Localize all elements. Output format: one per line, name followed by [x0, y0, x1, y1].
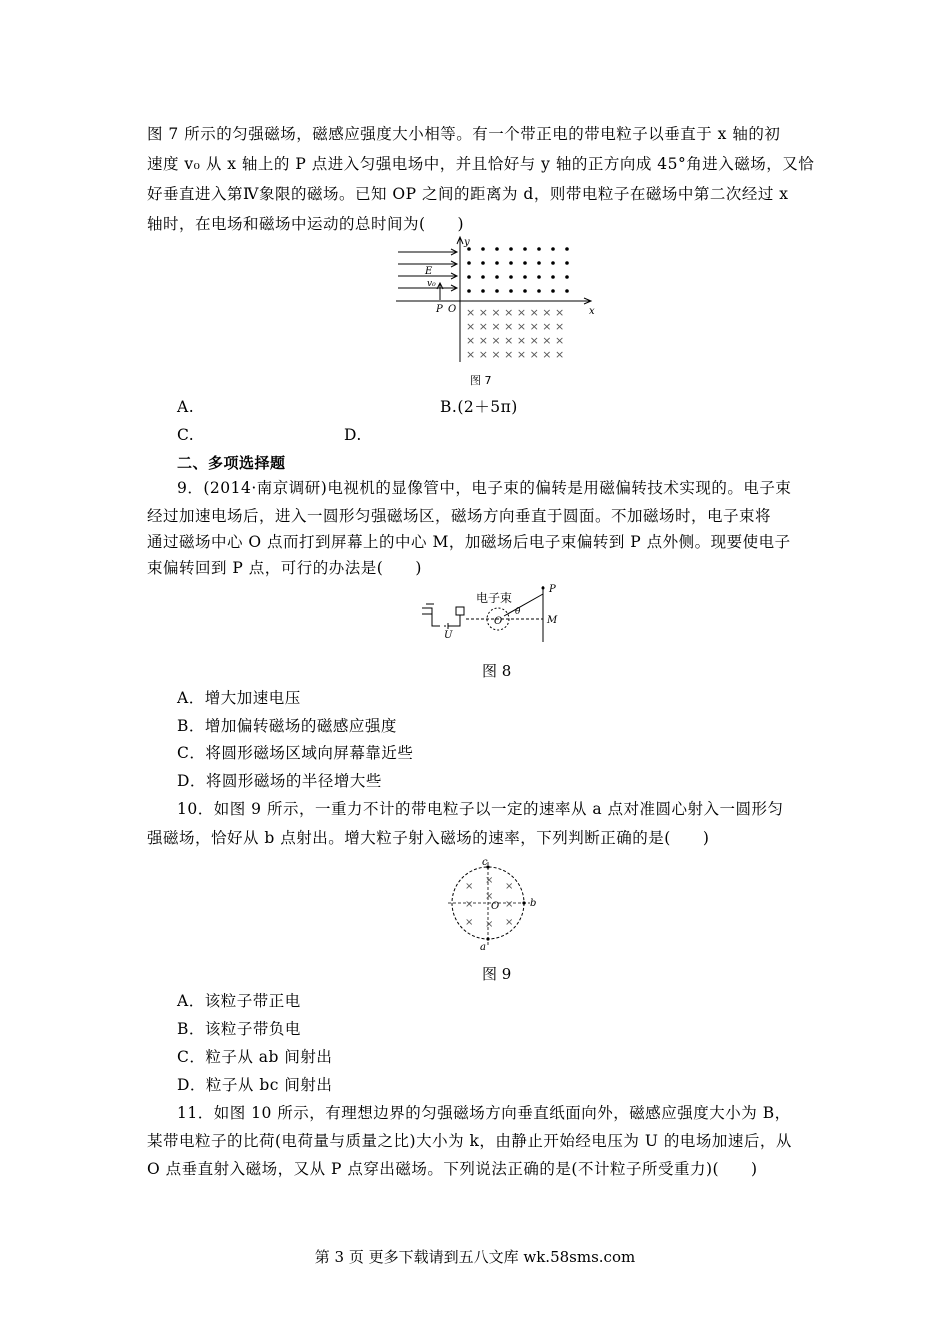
- m-label: M: [547, 615, 558, 626]
- svg-text:×: ×: [485, 891, 494, 902]
- o-label: O: [494, 616, 503, 627]
- section-title: 二、多项选择题: [177, 454, 286, 472]
- svg-text:×: ×: [505, 917, 514, 928]
- svg-text:×: ×: [465, 899, 474, 910]
- beam-label: 电子束: [476, 591, 513, 605]
- svg-text:×: ×: [505, 899, 514, 910]
- u-label: U: [444, 630, 453, 641]
- b-label: b: [530, 898, 537, 909]
- q9-option-b: B．增加偏转磁场的磁感应强度: [177, 717, 397, 735]
- svg-text:×: ×: [465, 917, 474, 928]
- q9-line-3: 通过磁场中心 O 点而打到屏幕上的中心 M，加磁场后电子束偏转到 P 点外侧。现要使电子: [147, 533, 791, 551]
- q8-option-a: A.: [177, 398, 195, 416]
- q8-line-1: 图 7 所示的匀强磁场，磁感应强度大小相等。有一个带正电的带电粒子以垂直于 x 轴的初: [147, 125, 781, 143]
- q10-option-a: A．该粒子带正电: [177, 992, 301, 1010]
- q9-line-4: 束偏转回到 P 点，可行的办法是( ): [147, 559, 422, 577]
- figure-8: [418, 580, 568, 644]
- q11-line-3: O 点垂直射入磁场，又从 P 点穿出磁场。下列说法正确的是(不计粒子所受重力)( ): [147, 1160, 758, 1178]
- figure-7: [390, 234, 600, 366]
- q11-line-2: 某带电粒子的比荷(电荷量与质量之比)大小为 k，由静止开始经电压为 U 的电场加速后，从: [147, 1132, 792, 1150]
- figure-8-caption: 图 8: [482, 662, 512, 680]
- o-label: O: [491, 901, 500, 912]
- q10-option-b: B．该粒子带负电: [177, 1020, 301, 1038]
- e-label: E: [425, 266, 433, 277]
- q10-option-c: C．粒子从 ab 间射出: [177, 1048, 333, 1066]
- svg-text:×: ×: [485, 919, 494, 930]
- c-label: c: [482, 857, 488, 868]
- q8-line-3: 好垂直进入第Ⅳ象限的磁场。已知 OP 之间的距离为 d，则带电粒子在磁场中第二次经过 x: [147, 185, 789, 203]
- svg-text:× × × × × × × ×: × × × × × × × ×: [466, 348, 565, 361]
- svg-text:×: ×: [465, 881, 474, 892]
- figure-7-caption: 图 7: [470, 374, 492, 387]
- svg-text:× × × × × × × ×: × × × × × × × ×: [466, 334, 565, 347]
- page-footer: 第 3 页 更多下载请到五八文库 wk.58sms.com: [314, 1248, 636, 1266]
- q10-line-2: 强磁场，恰好从 b 点射出。增大粒子射入磁场的速率，下列判断正确的是( ): [147, 829, 710, 847]
- q9-option-d: D．将圆形磁场的半径增大些: [177, 772, 382, 790]
- figure-9-caption: 图 9: [482, 965, 512, 983]
- theta-label: θ: [515, 607, 521, 617]
- q8-option-d: D.: [344, 426, 362, 444]
- q8-line-4: 轴时，在电场和磁场中运动的总时间为( ): [147, 215, 465, 233]
- svg-text:×: ×: [485, 875, 494, 886]
- q8-option-b: B.(2＋5π): [440, 398, 518, 416]
- q8-option-c: C.: [177, 426, 195, 444]
- q9-option-c: C．将圆形磁场区域向屏幕靠近些: [177, 744, 414, 762]
- q11-line-1: 11．如图 10 所示，有理想边界的匀强磁场方向垂直纸面向外，磁感应强度大小为 B，: [177, 1104, 791, 1122]
- field-dots: [467, 247, 569, 293]
- svg-text:×: ×: [505, 881, 514, 892]
- q10-line-1: 10．如图 9 所示，一重力不计的带电粒子以一定的速率从 a 点对准圆心射入一圆形匀: [177, 800, 784, 818]
- svg-text:× × × × × × × ×: × × × × × × × ×: [466, 306, 565, 319]
- q8-line-2: 速度 v₀ 从 x 轴上的 P 点进入匀强电场中，并且恰好与 y 轴的正方向成 45°角进入磁场，又恰: [147, 155, 815, 173]
- v0-label: v₀: [427, 279, 436, 289]
- field-crosses: [465, 875, 513, 930]
- o-label: O: [448, 304, 457, 315]
- q9-line-1: 9．(2014·南京调研)电视机的显像管中，电子束的偏转是用磁偏转技术实现的。电子束: [177, 479, 792, 497]
- field-crosses: [466, 306, 564, 361]
- y-label: y: [464, 237, 470, 248]
- p-label: P: [436, 304, 443, 315]
- p-label: P: [549, 584, 556, 595]
- q9-option-a: A．增大加速电压: [177, 689, 301, 707]
- svg-text:× × × × × × × ×: × × × × × × × ×: [466, 320, 565, 333]
- figure-9: [446, 854, 542, 952]
- q10-option-d: D．粒子从 bc 间射出: [177, 1076, 333, 1094]
- q9-line-2: 经过加速电场后，进入一圆形匀强磁场区，磁场方向垂直于圆面。不加磁场时，电子束将: [147, 507, 772, 525]
- x-label: x: [589, 306, 595, 317]
- a-label: a: [480, 942, 486, 952]
